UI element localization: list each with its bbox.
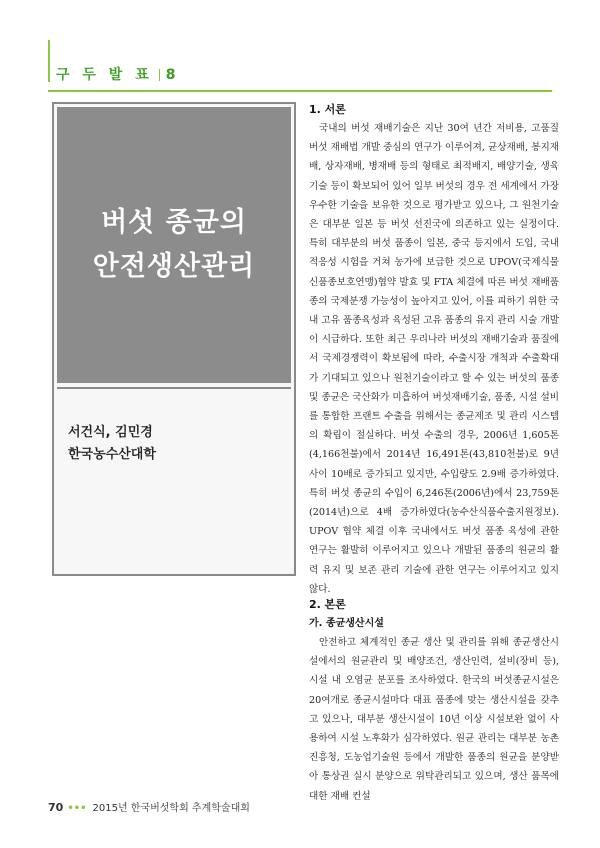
page-number: 70	[48, 801, 64, 814]
intro-section	[309, 100, 559, 599]
footer-conference: 2015년 한국버섯학회 추계학술대회	[92, 803, 250, 814]
footer-dots: •••	[67, 803, 87, 814]
title-line-1: 버섯 종균의	[101, 207, 247, 238]
header-vertical-rule	[48, 40, 50, 82]
body-section	[309, 595, 559, 806]
intro-heading: 1. 서론	[309, 103, 346, 116]
title-box	[57, 107, 291, 383]
body-subheading: 가. 종균생산시설	[309, 618, 384, 629]
header-label: 구 두 발 표	[56, 67, 153, 83]
panel-divider	[57, 387, 291, 389]
header-separator	[159, 69, 160, 81]
page-footer	[48, 799, 250, 814]
author-affiliation: 한국농수산대학	[68, 447, 156, 462]
title-panel	[52, 102, 296, 576]
header-horizontal-rule	[48, 90, 552, 92]
intro-paragraph: 국내의 버섯 재배기술은 지난 30여 년간 저비용, 고품질 버섯 재배법 개발 중심의 연구가 이루어져, 균상재배, 봉지재배, 상자재배, 병재배 등의 형태로 최적배지, 배양기술, 생육기술 등이 확보되어 있어 일부 버섯의 경우 전 세계에서 가장 우수한 기술을 보유한 것으로 평가받고 있으나, 그 원천기술은 대부분 일본 등 버섯 선진국에 의존하고 있는 실정이다. 특히 대부분의 버섯 품종이 일본, 중국 등지에서 도입, 국내 적응성 시험을 거쳐 농가에 보급한 것으로 UPOV(국제식물신품종보호연맹)협약 발효 및 FTA 체결에 따른 버섯 재배품종의 국제분쟁 가능성이 높아지고 있어, 이를 피하기 위한 국내 고유 품종육성과 육성된 고유 품종의 유지 관리 시술 개발이 시급하다. 또한 최근 우리나라 버섯의 재배기술과 품질에서 국제경쟁력이 확보됨에 따라, 수출시장 개척과 수출확대가 기대되고 있으나 원천기술이라고 할 수 있는 버섯의 품종 및 종균은 국산화가 미흡하여 버섯재배기술, 품종, 시설 설비를 통합한 프랜트 수출을 위해서는 종균제조 및 관리 시스템의 확립이 절실하다. 버섯 수출의 경우, 2006년 1,605톤(4,166천불)에서 2014년 16,491톤(43,810천불)로 9년 사이 10배로 증가되고 있지만, 수입량도 2.9배 증가하였다. 특히 버섯 종균의 수입이 6,246톤(2006년)에서 23,759톤(2014년)으로 4배 증가하였다(농수산식품수출지원정보). UPOV 협약 체결 이후 국내에서도 버섯 품종 육성에 관한 연구는 활발히 이루어지고 있으나 개발된 품종의 원균의 활력 유지 및 보존 관리 기술에 관한 연구는 이루어지고 있지 않다.	[309, 123, 559, 595]
body-heading: 2. 본론	[309, 598, 346, 611]
header-number: 8	[165, 67, 180, 83]
author-names: 서건식, 김민경	[68, 425, 153, 440]
title-line-2: 안전생산관리	[92, 251, 256, 282]
author-block	[68, 422, 156, 466]
section-header	[56, 64, 179, 84]
body-paragraph: 안전하고 체계적인 종균 생산 및 관리를 위해 종균생산시설에서의 원균관리 및 배양조건, 생산인력, 설비(장비 등), 시설 내 오염균 분포를 조사하였다. 한국의 버섯종균시설은 20여개로 종균시설마다 대표 품종에 맞는 생산시설을 갖추고 있으나, 대부분 생산시설이 10년 이상 시설보완 없이 사용하여 시설 노후화가 심각하였다. 원균 관리는 대부분 농촌진흥청, 도농업기술원 등에서 개발한 품종의 원균을 분양받아 통상권 실시 분양으로 위탁관리되고 있으며, 생산 품목에 대한 재배 컨설	[309, 637, 559, 802]
